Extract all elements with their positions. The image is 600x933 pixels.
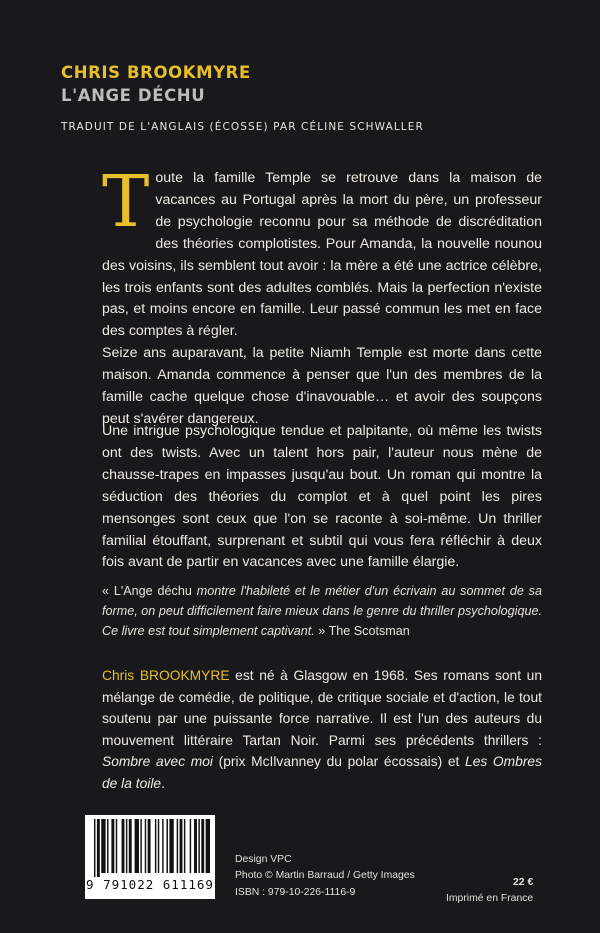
quote-close: »	[314, 623, 329, 638]
credits-block	[235, 852, 415, 901]
barcode-bar	[101, 819, 105, 873]
bio-book-2: Les Ombres de la toile	[102, 754, 542, 791]
barcode-bar	[155, 819, 156, 873]
barcode-bars	[85, 815, 215, 877]
barcode-bar	[97, 819, 100, 877]
quote-text: montre l'habileté et le métier d'un écrivain au sommet de sa forme, on peut difficilement faire mieux dans le genre du thriller psychologique. Ce livre est tout simplement captivant.	[102, 584, 542, 638]
quote-open: «	[102, 584, 114, 598]
barcode-bar	[169, 819, 173, 873]
barcode-bar	[190, 819, 191, 873]
photo-credit: Photo © Martin Barraud / Getty Images	[235, 870, 415, 882]
quote-book-title: L'Ange déchu	[113, 584, 192, 598]
barcode-bar	[135, 819, 139, 873]
design-credit: Design VPC	[235, 854, 292, 865]
barcode-bar	[107, 819, 108, 873]
drop-cap: T	[102, 160, 150, 243]
blurb-paragraph-1	[102, 160, 542, 431]
barcode-bar	[198, 819, 199, 873]
barcode-bar	[140, 819, 141, 873]
printed-in: Imprimé en France	[446, 893, 534, 904]
quote-source: The Scotsman	[328, 623, 410, 638]
bio-text-1: est né à Glasgow en 1968. Ses romans sont un mélange de comédie, de politique, de critique sociale et d'action, le tout soutenu par une puissante force narrative. Il est l'un des auteurs du mouvement littéraire Tartan Noir. Parmi ses précédents thrillers :	[102, 668, 542, 748]
barcode-bar	[129, 819, 132, 873]
price: 22 €	[513, 877, 534, 888]
author-bio	[102, 665, 542, 795]
barcode-bar	[194, 819, 197, 873]
press-quote	[102, 582, 542, 641]
barcode-bar	[126, 819, 127, 873]
author-name: CHRIS BROOKMYRE	[61, 63, 251, 82]
barcode-bar	[162, 819, 163, 873]
barcode-bar	[184, 819, 185, 873]
bio-book-1: Sombre avec moi	[102, 754, 213, 770]
barcode-bar	[122, 819, 125, 873]
barcode-bar	[167, 819, 168, 873]
blurb-text-1: oute la famille Temple se retrouve dans la maison de vacances au Portugal après la mort du père, un professeur de psychologie reconnu pour sa méthode de discréditation des théories complotistes. Pour Amanda, la nouvelle nounou des voisins, ils semblent tout avoir : la mère a été une actrice célèbre, les trois enfants sont des adultes comblés. Mais la perfection n'existe pas, et moins encore en famille. Leur passé commun les met en face des comptes à régler.	[102, 170, 542, 340]
barcode-bar	[201, 819, 204, 873]
barcode-bar	[206, 819, 210, 873]
barcode-bar	[180, 819, 183, 873]
barcode-number: 9 791022 611169	[86, 877, 214, 892]
barcode-bar	[158, 819, 159, 873]
bio-end: .	[161, 775, 165, 791]
barcode-bar	[111, 819, 114, 873]
barcode-bar	[94, 819, 95, 877]
isbn-barcode	[85, 815, 215, 899]
barcode-bar	[116, 819, 117, 873]
bio-text-2: (prix McIlvanney du polar écossais) et	[213, 754, 466, 770]
barcode-bar	[145, 819, 146, 873]
translator-credit: TRADUIT DE L'ANGLAIS (ÉCOSSE) PAR CÉLINE SCHWALLER	[61, 121, 424, 133]
barcode-bar	[177, 819, 178, 873]
blurb-text-1b: Seize ans auparavant, la petite Niamh Temple est morte dans cette maison. Amanda commence à penser que l'un des membres de la famille cache quelque chose d'inavouable… et avoir des soupçons peut s'avérer dangereux.	[102, 345, 542, 427]
blurb-paragraph-2: Une intrigue psychologique tendue et palpitante, où même les twists ont des twists. Avec un talent hors pair, l'auteur nous mène de chausse-trapes en impasses jusqu'au bout. Un roman qui montre la séduction des théories du complot et à quel point les pires mensonges sont ceux que l'on se raconte à soi-même. Un thriller familial étouffant, surprenant et subtil qui vous fera réfléchir à deux fois avant de partir en vacances avec une famille élargie.	[102, 423, 542, 571]
isbn-text: ISBN : 979-10-226-1116-9	[235, 886, 356, 898]
book-title: L'ANGE DÉCHU	[61, 86, 206, 105]
barcode-bar	[148, 819, 151, 873]
bio-author-name: Chris BROOKMYRE	[102, 668, 230, 683]
